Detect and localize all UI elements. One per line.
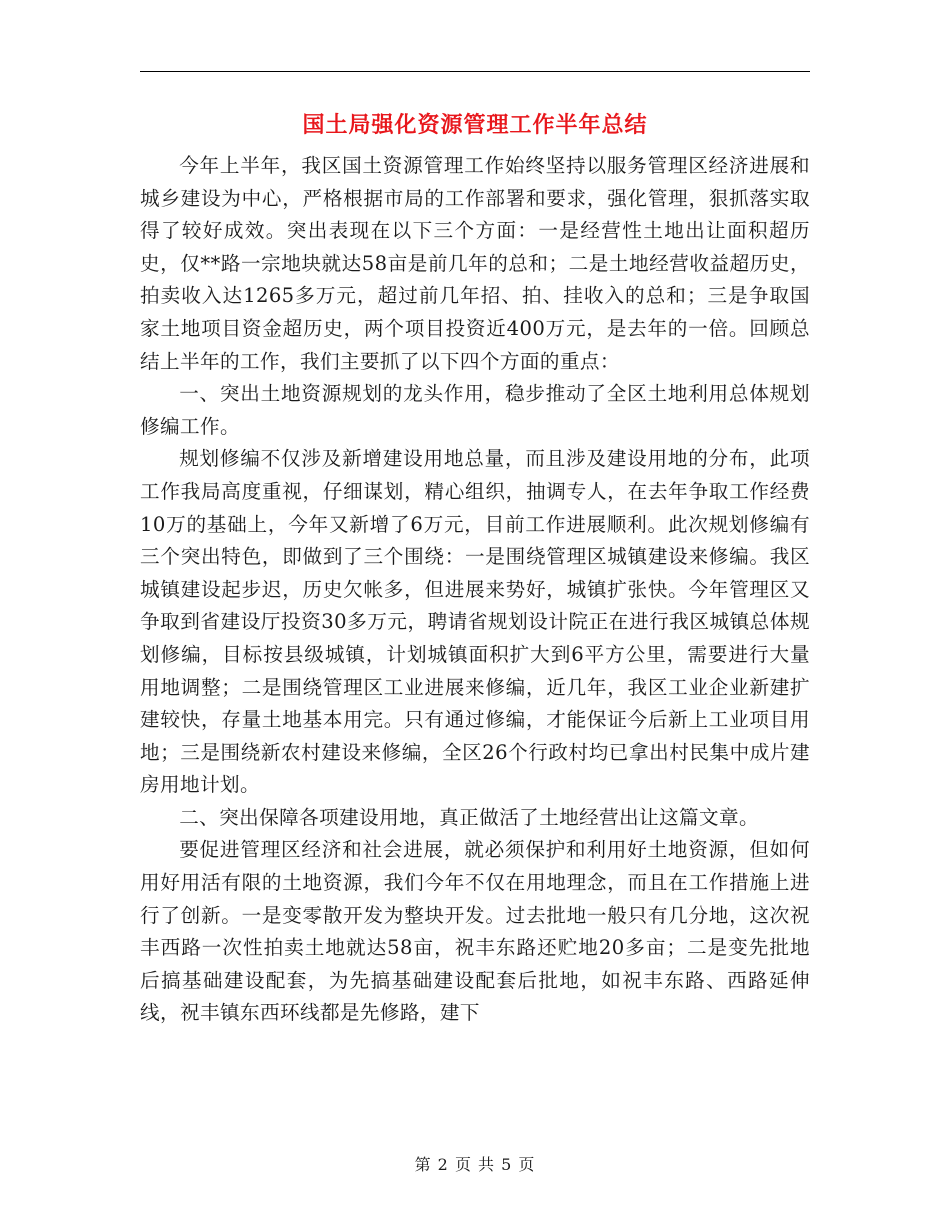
page-number-footer: 第 2 页 共 5 页 xyxy=(414,1155,536,1174)
paragraph-section-2-heading: 二、突出保障各项建设用地，真正做活了土地经营出让这篇文章。 xyxy=(179,805,760,829)
paragraph-intro: 今年上半年，我区国土资源管理工作始终坚持以服务管理区经济进展和城乡建设为中心，严格根据市局的工作部署和要求，强化管理，狠抓落实取得了较好成效。突出表现在以下三个方面：一是经营性土地出让面积超历史，仅**路一宗地块就达58亩是前几年的总和；二是土地经营收益超历史，拍卖收入达1265多万元，超过前几年招、拍、挂收入的总和；三是争取国家土地项目资金超历史，两个项目投资近400万元，是去年的一倍。回顾总结上半年的工作，我们主要抓了以下四个方面的重点： xyxy=(140,154,810,373)
paragraph-section-1-heading: 一、突出土地资源规划的龙头作用，稳步推动了全区土地利用总体规划修编工作。 xyxy=(140,382,810,438)
document-body xyxy=(140,150,810,1030)
header-rule xyxy=(140,71,810,72)
document-title: 国土局强化资源管理工作半年总结 xyxy=(302,112,648,138)
paragraph-section-2-body: 要促进管理区经济和社会进展，就必须保护和利用好土地资源，但如何用好用活有限的土地资源，我们今年不仅在用地理念，而且在工作措施上进行了创新。一是变零散开发为整块开发。过去批地一般只有几分地，这次祝丰西路一次性拍卖土地就达58亩，祝丰东路还贮地20多亩；二是变先批地后搞基础建设配套，为先搞基础建设配套后批地，如祝丰东路、西路延伸线，祝丰镇东西环线都是先修路，建下 xyxy=(140,838,810,1025)
paragraph-section-1-body: 规划修编不仅涉及新增建设用地总量，而且涉及建设用地的分布，此项工作我局高度重视，仔细谋划，精心组织，抽调专人，在去年争取工作经费10万的基础上，今年又新增了6万元，目前工作进展顺利。此次规划修编有三个突出特色，即做到了三个围绕：一是围绕管理区城镇建设来修编。我区城镇建设起步迟，历史欠帐多，但进展来势好，城镇扩张快。今年管理区又争取到省建设厅投资30多万元，聘请省规划设计院正在进行我区城镇总体规划修编，目标按县级城镇，计划城镇面积扩大到6平方公里，需要进行大量用地调整；二是围绕管理区工业进展来修编，近几年，我区工业企业新建扩建较快，存量土地基本用完。只有通过修编，才能保证今后新上工业项目用地；三是围绕新农村建设来修编，全区26个行政村均已拿出村民集中成片建房用地计划。 xyxy=(140,447,810,797)
